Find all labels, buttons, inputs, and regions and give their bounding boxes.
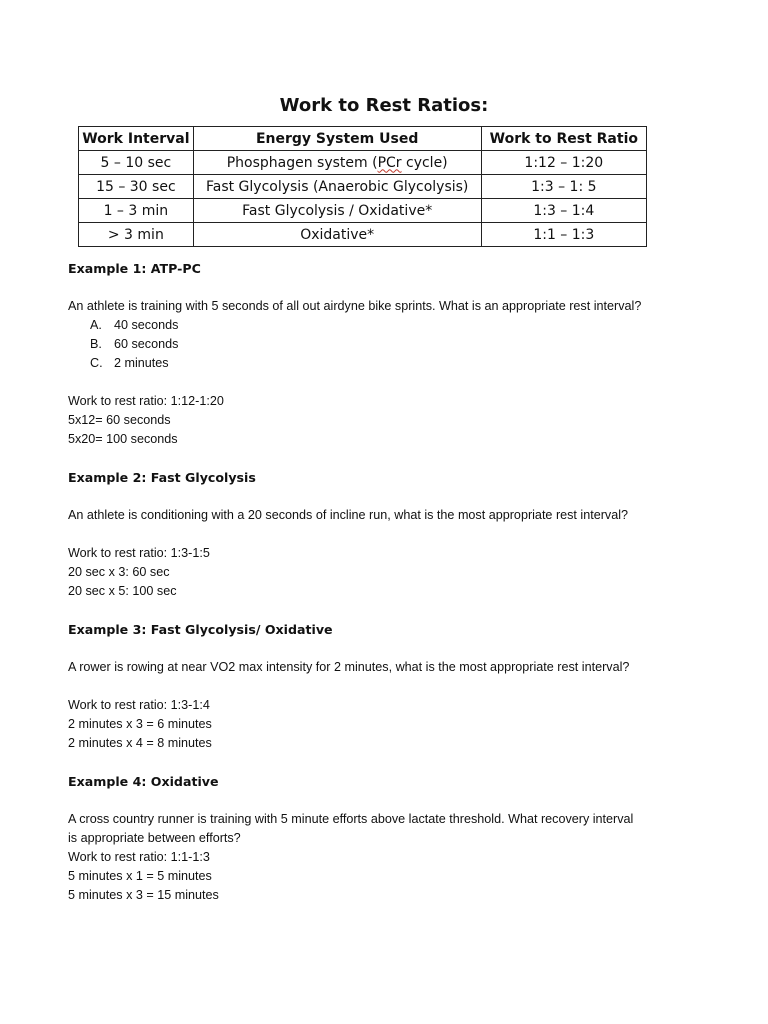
example-1-line: 5x12= 60 seconds [68,413,171,427]
option-b [90,335,718,354]
header-energy-system: Energy System Used [193,127,481,151]
example-2-line: Work to rest ratio: 1:3-1:5 [68,546,210,560]
table-cell [193,151,481,175]
table-row [79,175,647,199]
example-2-line: 20 sec x 5: 100 sec [68,584,177,598]
example-1-question: An athlete is training with 5 seconds of all out airdyne bike sprints. What is an appropriate rest interval? [68,299,642,313]
table-cell: 5 – 10 sec [79,151,194,175]
table-row [79,223,647,247]
examples-section [68,259,718,905]
cell-text: cycle) [401,154,448,171]
page-title: Work to Rest Ratios: [279,95,489,116]
example-4-question-line-2: is appropriate between efforts? [68,831,241,845]
header-work-interval: Work Interval [79,127,194,151]
example-1-line: Work to rest ratio: 1:12-1:20 [68,394,224,408]
option-c [90,354,718,373]
example-4-line: 5 minutes x 1 = 5 minutes [68,869,212,883]
example-3-question: A rower is rowing at near VO2 max intensity for 2 minutes, what is the most appropriate rest interval? [68,660,630,674]
option-text: 60 seconds [114,337,179,351]
option-letter: A. [90,318,102,332]
table-cell: Fast Glycolysis (Anaerobic Glycolysis) [193,175,481,199]
example-3-line: 2 minutes x 3 = 6 minutes [68,717,212,731]
example-1-line: 5x20= 100 seconds [68,432,178,446]
example-1-options [68,316,718,373]
table-row [79,199,647,223]
example-4-heading: Example 4: Oxidative [68,774,219,789]
example-4-question-line-1: A cross country runner is training with 5 minute efforts above lactate threshold. What recovery interval [68,812,634,826]
table-cell: Fast Glycolysis / Oxidative* [193,199,481,223]
table-row [79,151,647,175]
example-3-heading: Example 3: Fast Glycolysis/ Oxidative [68,622,333,637]
table-cell: 15 – 30 sec [79,175,194,199]
header-work-rest-ratio: Work to Rest Ratio [481,127,646,151]
table-cell: 1:1 – 1:3 [481,223,646,247]
cell-text: Phosphagen system ( [226,154,378,171]
table-cell: 1:3 – 1: 5 [481,175,646,199]
option-letter: C. [90,356,103,370]
example-2-line: 20 sec x 3: 60 sec [68,565,170,579]
option-text: 2 minutes [114,356,169,370]
example-4-line: 5 minutes x 3 = 15 minutes [68,888,219,902]
table-header-row [79,127,647,151]
example-2-question: An athlete is conditioning with a 20 seconds of incline run, what is the most appropriate rest interval? [68,508,629,522]
example-3-line: Work to rest ratio: 1:3-1:4 [68,698,210,712]
table-cell: 1 – 3 min [79,199,194,223]
example-2-heading: Example 2: Fast Glycolysis [68,470,256,485]
spellcheck-flagged-word: PCr [377,154,402,171]
table-cell: 1:3 – 1:4 [481,199,646,223]
example-1-heading: Example 1: ATP-PC [68,261,201,276]
option-letter: B. [90,337,102,351]
table-cell: 1:12 – 1:20 [481,151,646,175]
option-a [90,316,718,335]
table-cell: > 3 min [79,223,194,247]
work-rest-table [78,126,647,247]
table-cell: Oxidative* [193,223,481,247]
example-3-line: 2 minutes x 4 = 8 minutes [68,736,212,750]
example-4-line: Work to rest ratio: 1:1-1:3 [68,850,210,864]
option-text: 40 seconds [114,318,179,332]
